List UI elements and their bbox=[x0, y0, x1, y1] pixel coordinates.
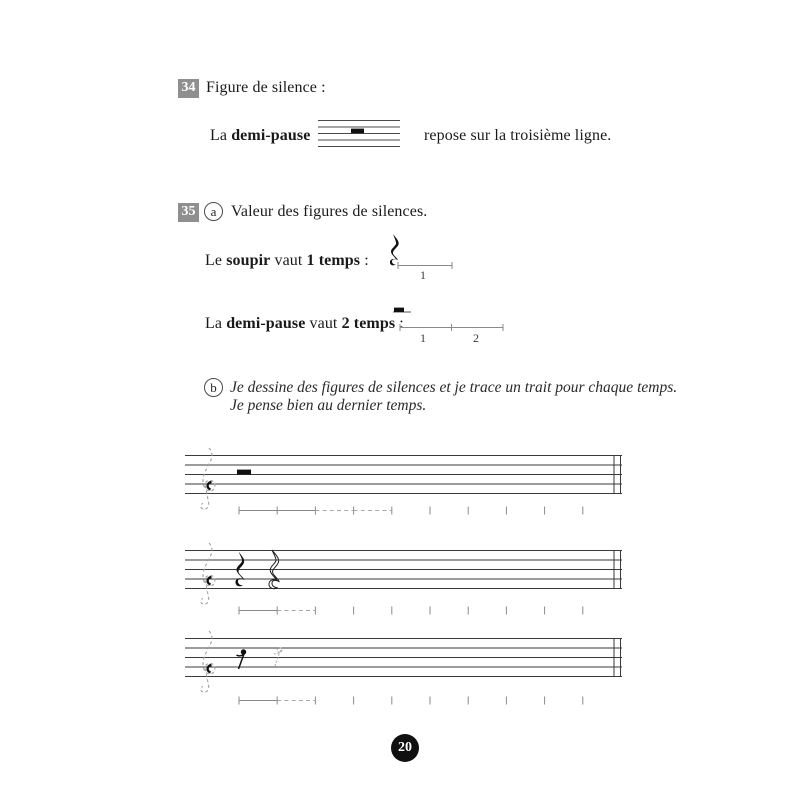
term: demi-pause bbox=[226, 315, 306, 332]
half-rest-glyph bbox=[351, 129, 364, 134]
part-a-letter-badge: a bbox=[204, 202, 223, 221]
beat-label: 1 bbox=[420, 268, 426, 282]
exercise-number-badge: 35 bbox=[178, 203, 199, 222]
staff-1 bbox=[185, 455, 622, 494]
part-a-title: Valeur des figures de silences. bbox=[231, 203, 428, 220]
colon: : bbox=[364, 252, 369, 269]
value: 2 temps bbox=[341, 315, 396, 332]
treble-clef-traced-icon bbox=[194, 539, 220, 611]
part-b-instruction-line2: Je pense bien au dernier temps. bbox=[230, 397, 427, 414]
beat-ruler bbox=[185, 504, 622, 517]
article: Le bbox=[205, 252, 223, 269]
page-number-badge: 20 bbox=[391, 734, 419, 762]
exercise-34-title: Figure de silence : bbox=[206, 79, 326, 96]
staff-2 bbox=[185, 550, 622, 589]
verb: vaut bbox=[309, 315, 338, 332]
value: 1 temps bbox=[306, 252, 361, 269]
term: soupir bbox=[226, 252, 271, 269]
article: La bbox=[205, 315, 223, 332]
soupir-beat-diagram bbox=[386, 233, 462, 271]
eighth-rest-glyph bbox=[237, 649, 247, 669]
demipause-value-line bbox=[205, 315, 404, 333]
demipause-beat-diagram bbox=[392, 305, 508, 345]
quarter-rest-icon bbox=[390, 234, 399, 265]
beat-label: 1 bbox=[420, 331, 426, 345]
statement-article: La bbox=[210, 127, 228, 144]
staff-3 bbox=[185, 638, 622, 677]
half-rest-icon bbox=[394, 308, 404, 312]
treble-clef-traced-icon bbox=[194, 627, 220, 699]
part-b-instruction-line1: Je dessine des figures de silences et je trace un trait pour chaque temps. bbox=[230, 379, 678, 396]
quarter-rest-glyph bbox=[235, 552, 244, 587]
half-rest-on-third-line-icon bbox=[318, 120, 400, 148]
exercise-35-header bbox=[178, 202, 199, 222]
exercise-34-header bbox=[178, 78, 199, 98]
soupir-value-line bbox=[205, 252, 369, 270]
beat-ruler bbox=[185, 694, 622, 707]
part-b-letter-badge: b bbox=[204, 378, 223, 397]
colon: : bbox=[399, 315, 404, 332]
statement-term: demi-pause bbox=[231, 127, 311, 144]
half-rest-glyph bbox=[237, 470, 251, 475]
exercise-number-badge: 34 bbox=[178, 79, 199, 98]
beat-ruler bbox=[185, 604, 622, 617]
verb: vaut bbox=[274, 252, 303, 269]
statement-prefix bbox=[210, 127, 310, 145]
beat-label: 2 bbox=[473, 331, 479, 345]
statement-suffix: repose sur la troisième ligne. bbox=[424, 127, 612, 144]
